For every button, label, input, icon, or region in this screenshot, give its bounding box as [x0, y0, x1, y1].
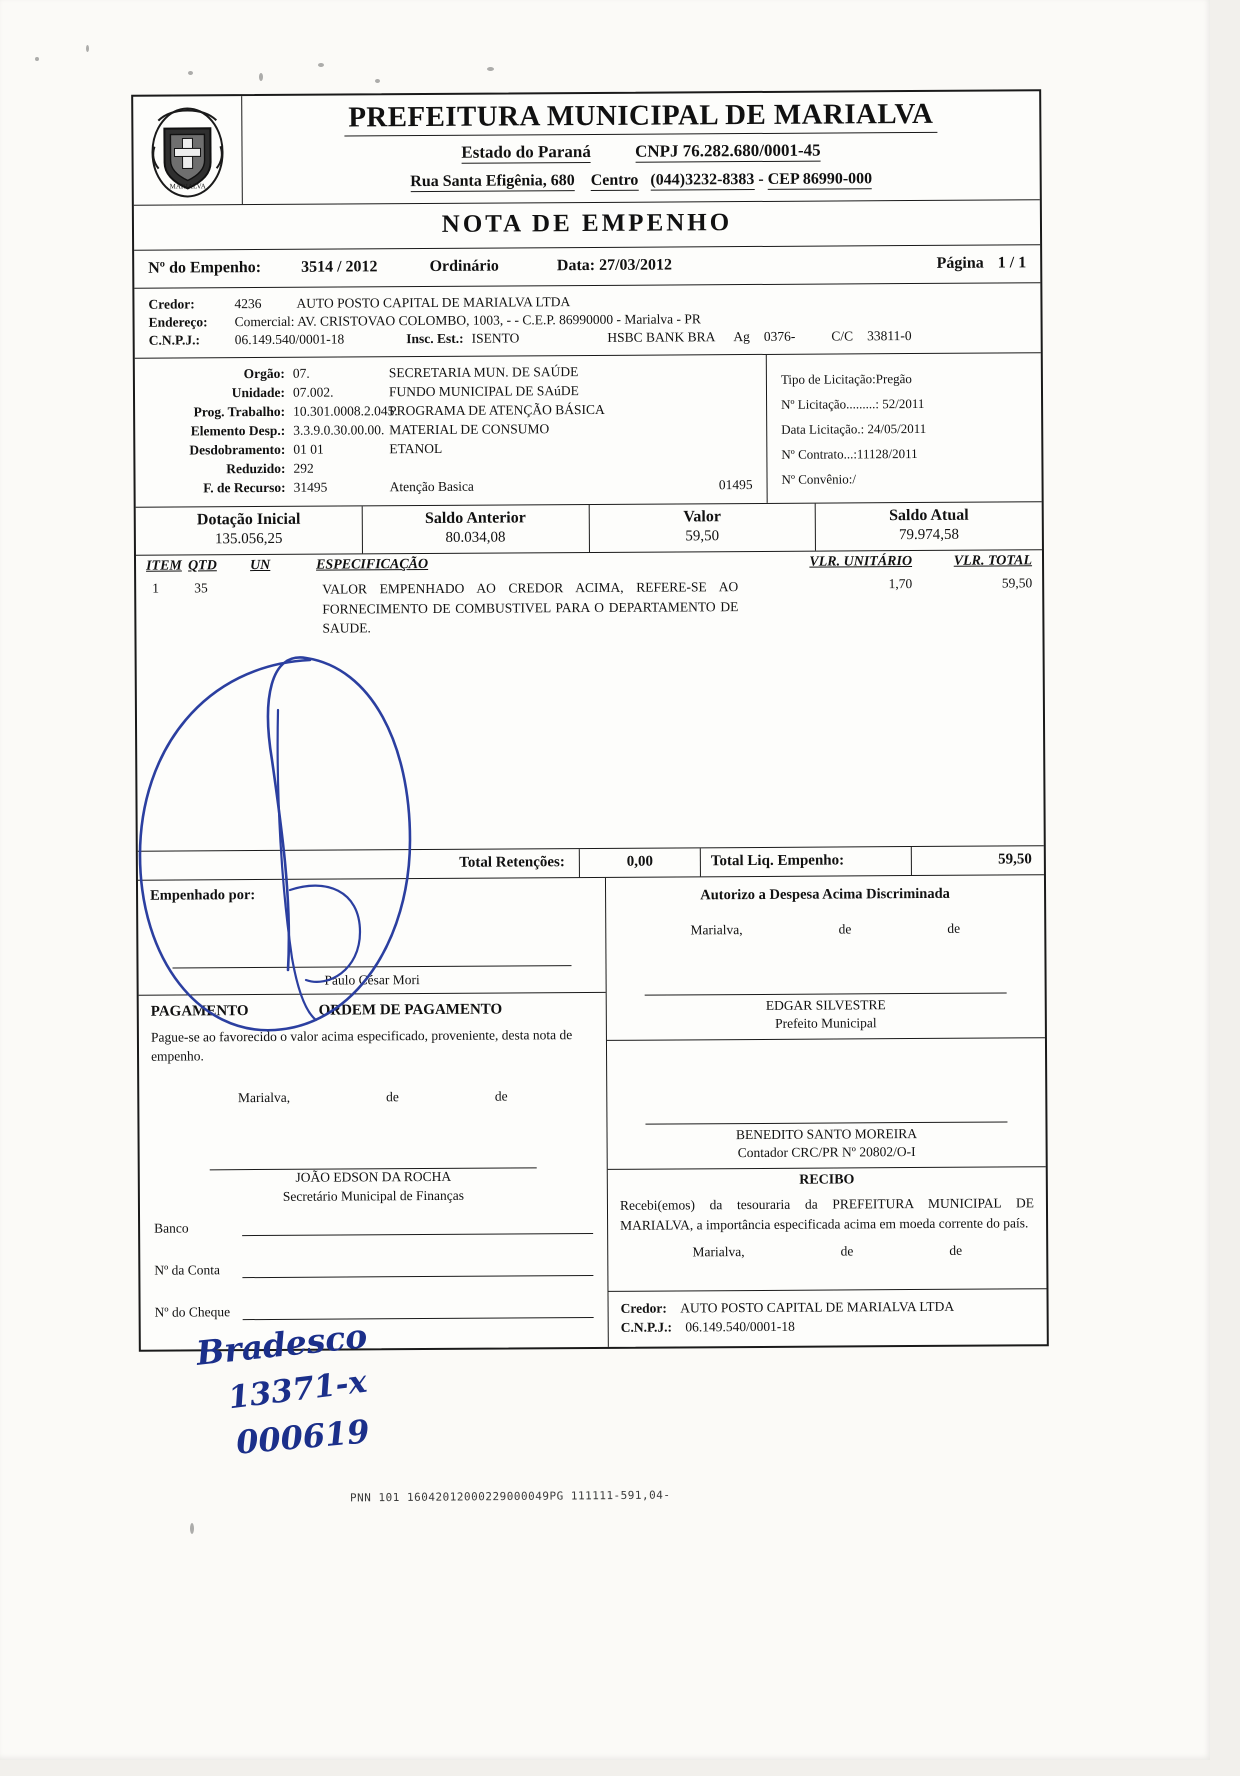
recibo-place: Marialva,	[692, 1244, 745, 1260]
prog-trabalho-row	[145, 401, 756, 421]
empenho-date: Data: 27/03/2012	[556, 256, 673, 275]
recibo-cnpj-value: 06.149.540/0001-18	[685, 1318, 795, 1335]
total-retencoes-value: 0,00	[580, 848, 701, 877]
prefeito-role: Prefeito Municipal	[774, 1015, 877, 1031]
unidade-code: 07.002.	[292, 384, 334, 400]
recibo-date-line	[608, 1232, 1046, 1291]
footer-dot-matrix-code: PNN 101 16042012000229000049PG 111111-591,04-	[349, 1488, 671, 1505]
reduzido-code: 292	[293, 460, 314, 476]
column-header-vlr-total: VLR. TOTAL	[953, 553, 1033, 569]
column-header-especificacao: ESPECIFICAÇÃO	[315, 556, 429, 573]
handwritten-cheque-value: 000619	[234, 1412, 371, 1462]
desdobramento-desc: ETANOL	[389, 440, 443, 457]
empenhado-por-label: Empenhado por:	[150, 887, 256, 904]
desdobramento-row	[145, 439, 756, 459]
bidding-info-column	[767, 353, 1042, 503]
pagamento-text: Pague-se ao favorecido o valor acima especificado, proveniente, desta nota de empenho.	[150, 1027, 573, 1064]
totals-row	[138, 845, 1044, 880]
cheque-field-row[interactable]	[155, 1302, 594, 1321]
total-liquido-label: Total Liq. Empenho:	[701, 847, 912, 876]
ordem-pagamento-title: ORDEM DE PAGAMENTO	[318, 1001, 503, 1019]
header-separator: -	[758, 170, 764, 188]
address-district: Centro	[590, 171, 639, 189]
cheque-label: Nº do Cheque	[154, 1303, 231, 1320]
fonte-recurso-code: 31495	[293, 479, 328, 495]
signatures-area	[138, 874, 1047, 1350]
balance-value: 79.974,58	[898, 526, 960, 544]
account-label: C/C	[831, 328, 854, 344]
account-value: 33811-0	[867, 328, 912, 344]
scan-speck	[35, 57, 39, 61]
conta-label: Nº da Conta	[154, 1262, 221, 1278]
autorizo-label: Autorizo a Despesa Acima Discriminada	[700, 885, 950, 904]
pagamento-de-1: de	[386, 1088, 399, 1105]
column-header-un: UN	[250, 557, 271, 574]
cep: CEP 86990-000	[767, 170, 873, 188]
recibo-text: Recebi(emos) da tesouraria da PREFEITURA MUNICIPAL DE MARIALVA, a importância especificada acima em moeda corrente do país.	[619, 1195, 1034, 1233]
insc-est-value: ISENTO	[471, 330, 520, 346]
scan-speck	[188, 71, 193, 75]
recibo-de-1: de	[840, 1243, 854, 1259]
reduzido-label: Reduzido:	[226, 460, 286, 477]
page-label: Página	[936, 254, 984, 272]
elemento-desp-label: Elemento Desp.:	[190, 422, 286, 439]
creditor-label: Credor:	[148, 296, 195, 312]
header-line-state-cnpj	[252, 139, 1029, 164]
agency-label: Ag	[733, 329, 750, 345]
table-row	[146, 575, 1032, 639]
column-header-vlr-unitario: VLR. UNITÁRIO	[809, 554, 913, 570]
licitacao-numero: Nº Licitação.........: 52/2011	[781, 395, 925, 412]
creditor-code: 4236	[234, 295, 262, 312]
recibo-de-2: de	[949, 1242, 963, 1258]
secretario-name: JOÃO EDSON DA ROCHA	[295, 1169, 452, 1186]
cell-especificacao: VALOR EMPENHADO AO CREDOR ACIMA, REFERE-SE AO FORNECIMENTO DE COMBUSTIVEL PARA O DEPARTAMENTO DE SAUDE.	[322, 579, 739, 636]
empenho-type: Ordinário	[429, 257, 499, 275]
header-text-block	[242, 91, 1040, 204]
pagamento-title: PAGAMENTO	[150, 1003, 249, 1020]
orgao-desc: SECRETARIA MUN. DE SAÚDE	[388, 364, 579, 381]
recibo-cnpj-label: C.N.P.J.:	[620, 1319, 673, 1335]
conta-input-line[interactable]	[242, 1274, 593, 1278]
column-header-qtd: QTD	[188, 558, 217, 574]
secretario-role: Secretário Municipal de Finanças	[282, 1187, 464, 1204]
cell-item: 1	[152, 580, 159, 596]
prefeito-name: EDGAR SILVESTRE	[765, 996, 886, 1013]
insc-est-label: Insc. Est.:	[406, 330, 464, 347]
cnpj-label: C.N.P.J.:	[148, 332, 200, 348]
balance-title: Saldo Atual	[889, 506, 969, 525]
recibo-creditor-name: AUTO POSTO CAPITAL DE MARIALVA LTDA	[680, 1298, 955, 1316]
prefeito-signature-cell	[606, 943, 1045, 1040]
agency-value: 0376-	[763, 328, 796, 344]
banco-input-line[interactable]	[242, 1232, 593, 1236]
handwritten-conta-value: 13371-x	[226, 1363, 369, 1417]
desdobramento-code: 01 01	[293, 441, 324, 457]
autorizo-de-2: de	[947, 920, 961, 936]
secretario-signature-cell	[139, 1104, 607, 1211]
state-label: Estado do Paraná	[461, 141, 591, 162]
banco-label: Banco	[154, 1220, 189, 1236]
autorizo-cell	[606, 875, 1044, 946]
autorizo-place: Marialva,	[690, 922, 743, 938]
right-signature-column	[606, 875, 1047, 1347]
balance-value: 59,50	[685, 528, 720, 545]
orgao-row	[145, 363, 756, 383]
bank-fields	[140, 1208, 608, 1345]
fonte-recurso-row	[146, 477, 757, 497]
scan-speck	[259, 73, 263, 81]
cheque-input-line[interactable]	[243, 1316, 594, 1320]
recibo-creditor-label: Credor:	[620, 1300, 667, 1316]
elemento-desp-code: 3.3.9.0.30.00.00.	[293, 422, 385, 438]
scan-speck	[318, 63, 324, 67]
balance-saldo-anterior	[362, 505, 589, 553]
address-label: Endereço:	[148, 314, 208, 330]
fonte-recurso-label: F. de Recurso:	[203, 479, 286, 496]
unidade-desc: FUNDO MUNICIPAL DE SAúDE	[388, 383, 579, 400]
address-street: Rua Santa Efigênia, 680	[410, 172, 575, 191]
licitacao-data: Data Licitação.: 24/05/2011	[781, 420, 927, 437]
municipality-title: PREFEITURA MUNICIPAL DE MARIALVA	[344, 98, 937, 137]
svg-text:MARIALVA: MARIALVA	[169, 182, 206, 191]
empenho-number-label: Nº do Empenho:	[148, 259, 262, 277]
contador-name: BENEDITO SANTO MOREIRA	[735, 1125, 918, 1142]
budget-classification-block	[135, 353, 1042, 508]
balances-row	[136, 502, 1042, 556]
page-title: NOTA DE EMPENHO	[134, 200, 1040, 251]
prog-trabalho-label: Prog. Trabalho:	[193, 403, 286, 420]
balance-title: Valor	[683, 508, 721, 526]
account-field-row[interactable]	[154, 1260, 593, 1279]
pagamento-place: Marialva,	[237, 1089, 291, 1105]
balance-value: 135.056,25	[214, 530, 283, 548]
cell-vlr-unitario: 1,70	[888, 576, 913, 592]
desdobramento-label: Desdobramento:	[189, 441, 286, 458]
reduzido-row	[145, 458, 756, 478]
creditor-address: Comercial: AV. CRISTOVAO COLOMBO, 1003, - - C.E.P. 86990000 - Marialva - PR	[234, 311, 701, 330]
balance-saldo-atual	[816, 502, 1042, 550]
recibo-title: RECIBO	[608, 1166, 1046, 1193]
pagamento-headings	[139, 993, 606, 1023]
nota-de-empenho-document	[131, 89, 1049, 1352]
creditor-name: AUTO POSTO CAPITAL DE MARIALVA LTDA	[296, 294, 571, 311]
contador-block	[617, 1122, 1035, 1163]
empenhado-por-name: Paulo César Mori	[324, 971, 420, 988]
prog-trabalho-desc: PROGRAMA DE ATENÇÃO BÁSICA	[389, 401, 605, 419]
total-retencoes-label: Total Retenções:	[138, 849, 580, 880]
cell-qtd: 35	[194, 580, 208, 596]
secretario-block	[150, 1165, 597, 1206]
unidade-row	[145, 382, 756, 402]
balance-dotacao-inicial	[136, 506, 363, 554]
coat-of-arms-icon	[148, 102, 227, 198]
empenhado-por-cell	[138, 878, 606, 995]
recibo-creditor-block	[608, 1288, 1046, 1347]
autorizo-de-1: de	[838, 921, 852, 937]
licitacao-tipo: Tipo de Licitação:Pregão	[780, 371, 912, 387]
crest-cell	[133, 96, 243, 205]
balance-value: 80.034,08	[445, 529, 506, 546]
balance-title: Dotação Inicial	[196, 510, 301, 529]
column-header-item: ITEM	[146, 558, 182, 574]
pagamento-date-line	[139, 1064, 606, 1107]
pagamento-section	[139, 992, 608, 1345]
elemento-desp-desc: MATERIAL DE CONSUMO	[389, 421, 550, 438]
elemento-desp-row	[145, 420, 756, 440]
fonte-recurso-right-code: 01495	[718, 477, 753, 493]
budget-left-column	[135, 355, 768, 507]
creditor-cnpj: 06.149.540/0001-18	[234, 331, 345, 348]
balance-valor	[589, 504, 816, 552]
fonte-recurso-desc: Atenção Basica	[389, 478, 474, 495]
phone-number: (044)3232-8383	[650, 170, 755, 189]
scan-speck	[190, 1523, 194, 1534]
contador-role: Contador CRC/PR Nº 20802/O-I	[737, 1143, 916, 1160]
scan-speck	[86, 45, 89, 52]
orgao-label: Orgão:	[243, 365, 285, 382]
cell-vlr-total: 59,50	[1001, 575, 1033, 591]
municipality-cnpj: CNPJ 76.282.680/0001-45	[635, 140, 821, 161]
items-table-body	[136, 573, 1044, 851]
contador-signature-cell	[607, 1037, 1046, 1169]
handwritten-banco-value: Bradesco	[194, 1316, 369, 1373]
prefeito-block	[617, 993, 1035, 1034]
document-header	[133, 91, 1040, 206]
bank-name: HSBC BANK BRA	[607, 329, 716, 345]
balance-title: Saldo Anterior	[424, 509, 526, 528]
orgao-code: 07.	[292, 365, 310, 381]
cnpj-line	[149, 327, 1027, 348]
unidade-label: Unidade:	[231, 384, 286, 401]
header-line-address	[253, 169, 1030, 192]
recibo-cnpj-line	[621, 1317, 1035, 1336]
bank-field-row[interactable]	[154, 1218, 593, 1237]
recibo-creditor-line	[621, 1298, 1035, 1317]
empenho-number-value: 3514 / 2012	[301, 258, 378, 276]
left-signature-column	[138, 878, 609, 1350]
creditor-block	[134, 283, 1040, 359]
autorizo-date-line	[618, 902, 1032, 939]
total-liquido-value: 59,50	[998, 851, 1032, 868]
scan-speck	[487, 67, 494, 71]
prog-trabalho-code: 10.301.0008.2.045.	[293, 403, 398, 419]
scan-speck	[375, 79, 380, 83]
pagamento-de-2: de	[494, 1088, 508, 1104]
page-value: 1 / 1	[997, 254, 1027, 272]
licitacao-contrato: Nº Contrato...:11128/2011	[781, 445, 918, 462]
empenho-summary-row	[134, 245, 1040, 289]
licitacao-convenio: Nº Convênio:/	[781, 471, 857, 487]
